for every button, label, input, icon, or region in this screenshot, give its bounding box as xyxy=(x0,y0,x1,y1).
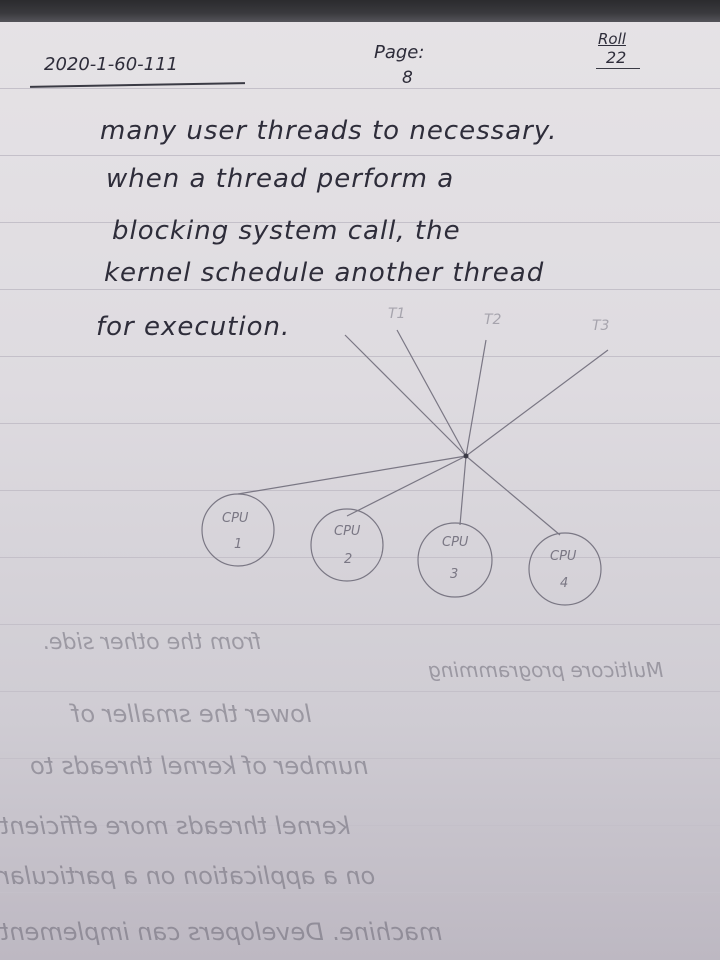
text-line-3: blocking system call, the xyxy=(112,216,461,246)
thread-line xyxy=(466,350,608,456)
bleed-through-line-7: machine. Developers can implement xyxy=(0,918,443,946)
thread-label-1: T1 xyxy=(388,306,406,322)
cpu-3-number: 3 xyxy=(450,567,459,582)
roll-number: 22 xyxy=(606,48,627,67)
bleed-through-line-6: on a application on a particular xyxy=(0,862,376,890)
text-line-4: kernel schedule another thread xyxy=(104,258,545,288)
cpu-1-number: 1 xyxy=(234,537,243,552)
cpu-1-label: CPU xyxy=(222,511,249,526)
bleed-through-line-1: from the other side. xyxy=(42,630,262,655)
cpu-2-number: 2 xyxy=(344,552,353,567)
cpu-2-label: CPU xyxy=(334,524,361,539)
cpu-line xyxy=(238,456,466,494)
cpu-4-label: CPU xyxy=(550,549,577,564)
page-number: 8 xyxy=(402,68,413,88)
header-date: 2020-1-60-111 xyxy=(44,54,179,75)
kernel-point xyxy=(464,454,469,459)
thread-label-2: T2 xyxy=(484,312,502,328)
cpu-3-label: CPU xyxy=(442,535,469,550)
cpu-line xyxy=(347,456,466,516)
bleed-through-line-3: lower the smaller of xyxy=(72,700,312,728)
bleed-through-line-2: Multicore programming xyxy=(428,658,664,682)
cpu-node xyxy=(202,494,274,566)
text-line-5: for execution. xyxy=(96,312,291,342)
cpu-node xyxy=(529,533,601,605)
thread-line xyxy=(397,330,466,456)
text-line-1: many user threads to necessary. xyxy=(100,116,558,146)
text-line-2: when a thread perform a xyxy=(106,164,455,194)
thread-line xyxy=(466,340,486,456)
cpu-node xyxy=(311,509,383,581)
cpu-line xyxy=(460,456,466,525)
bleed-through-line-4: number of kernel threads to xyxy=(30,752,369,780)
cpu-line xyxy=(466,456,560,535)
page-label: Page: xyxy=(374,42,425,63)
thread-label-3: T3 xyxy=(592,318,610,334)
roll-label: Roll xyxy=(598,30,626,48)
thread-line xyxy=(345,335,466,456)
cpu-4-number: 4 xyxy=(560,576,569,591)
bleed-through-line-5: kernel threads more efficient xyxy=(0,812,351,840)
